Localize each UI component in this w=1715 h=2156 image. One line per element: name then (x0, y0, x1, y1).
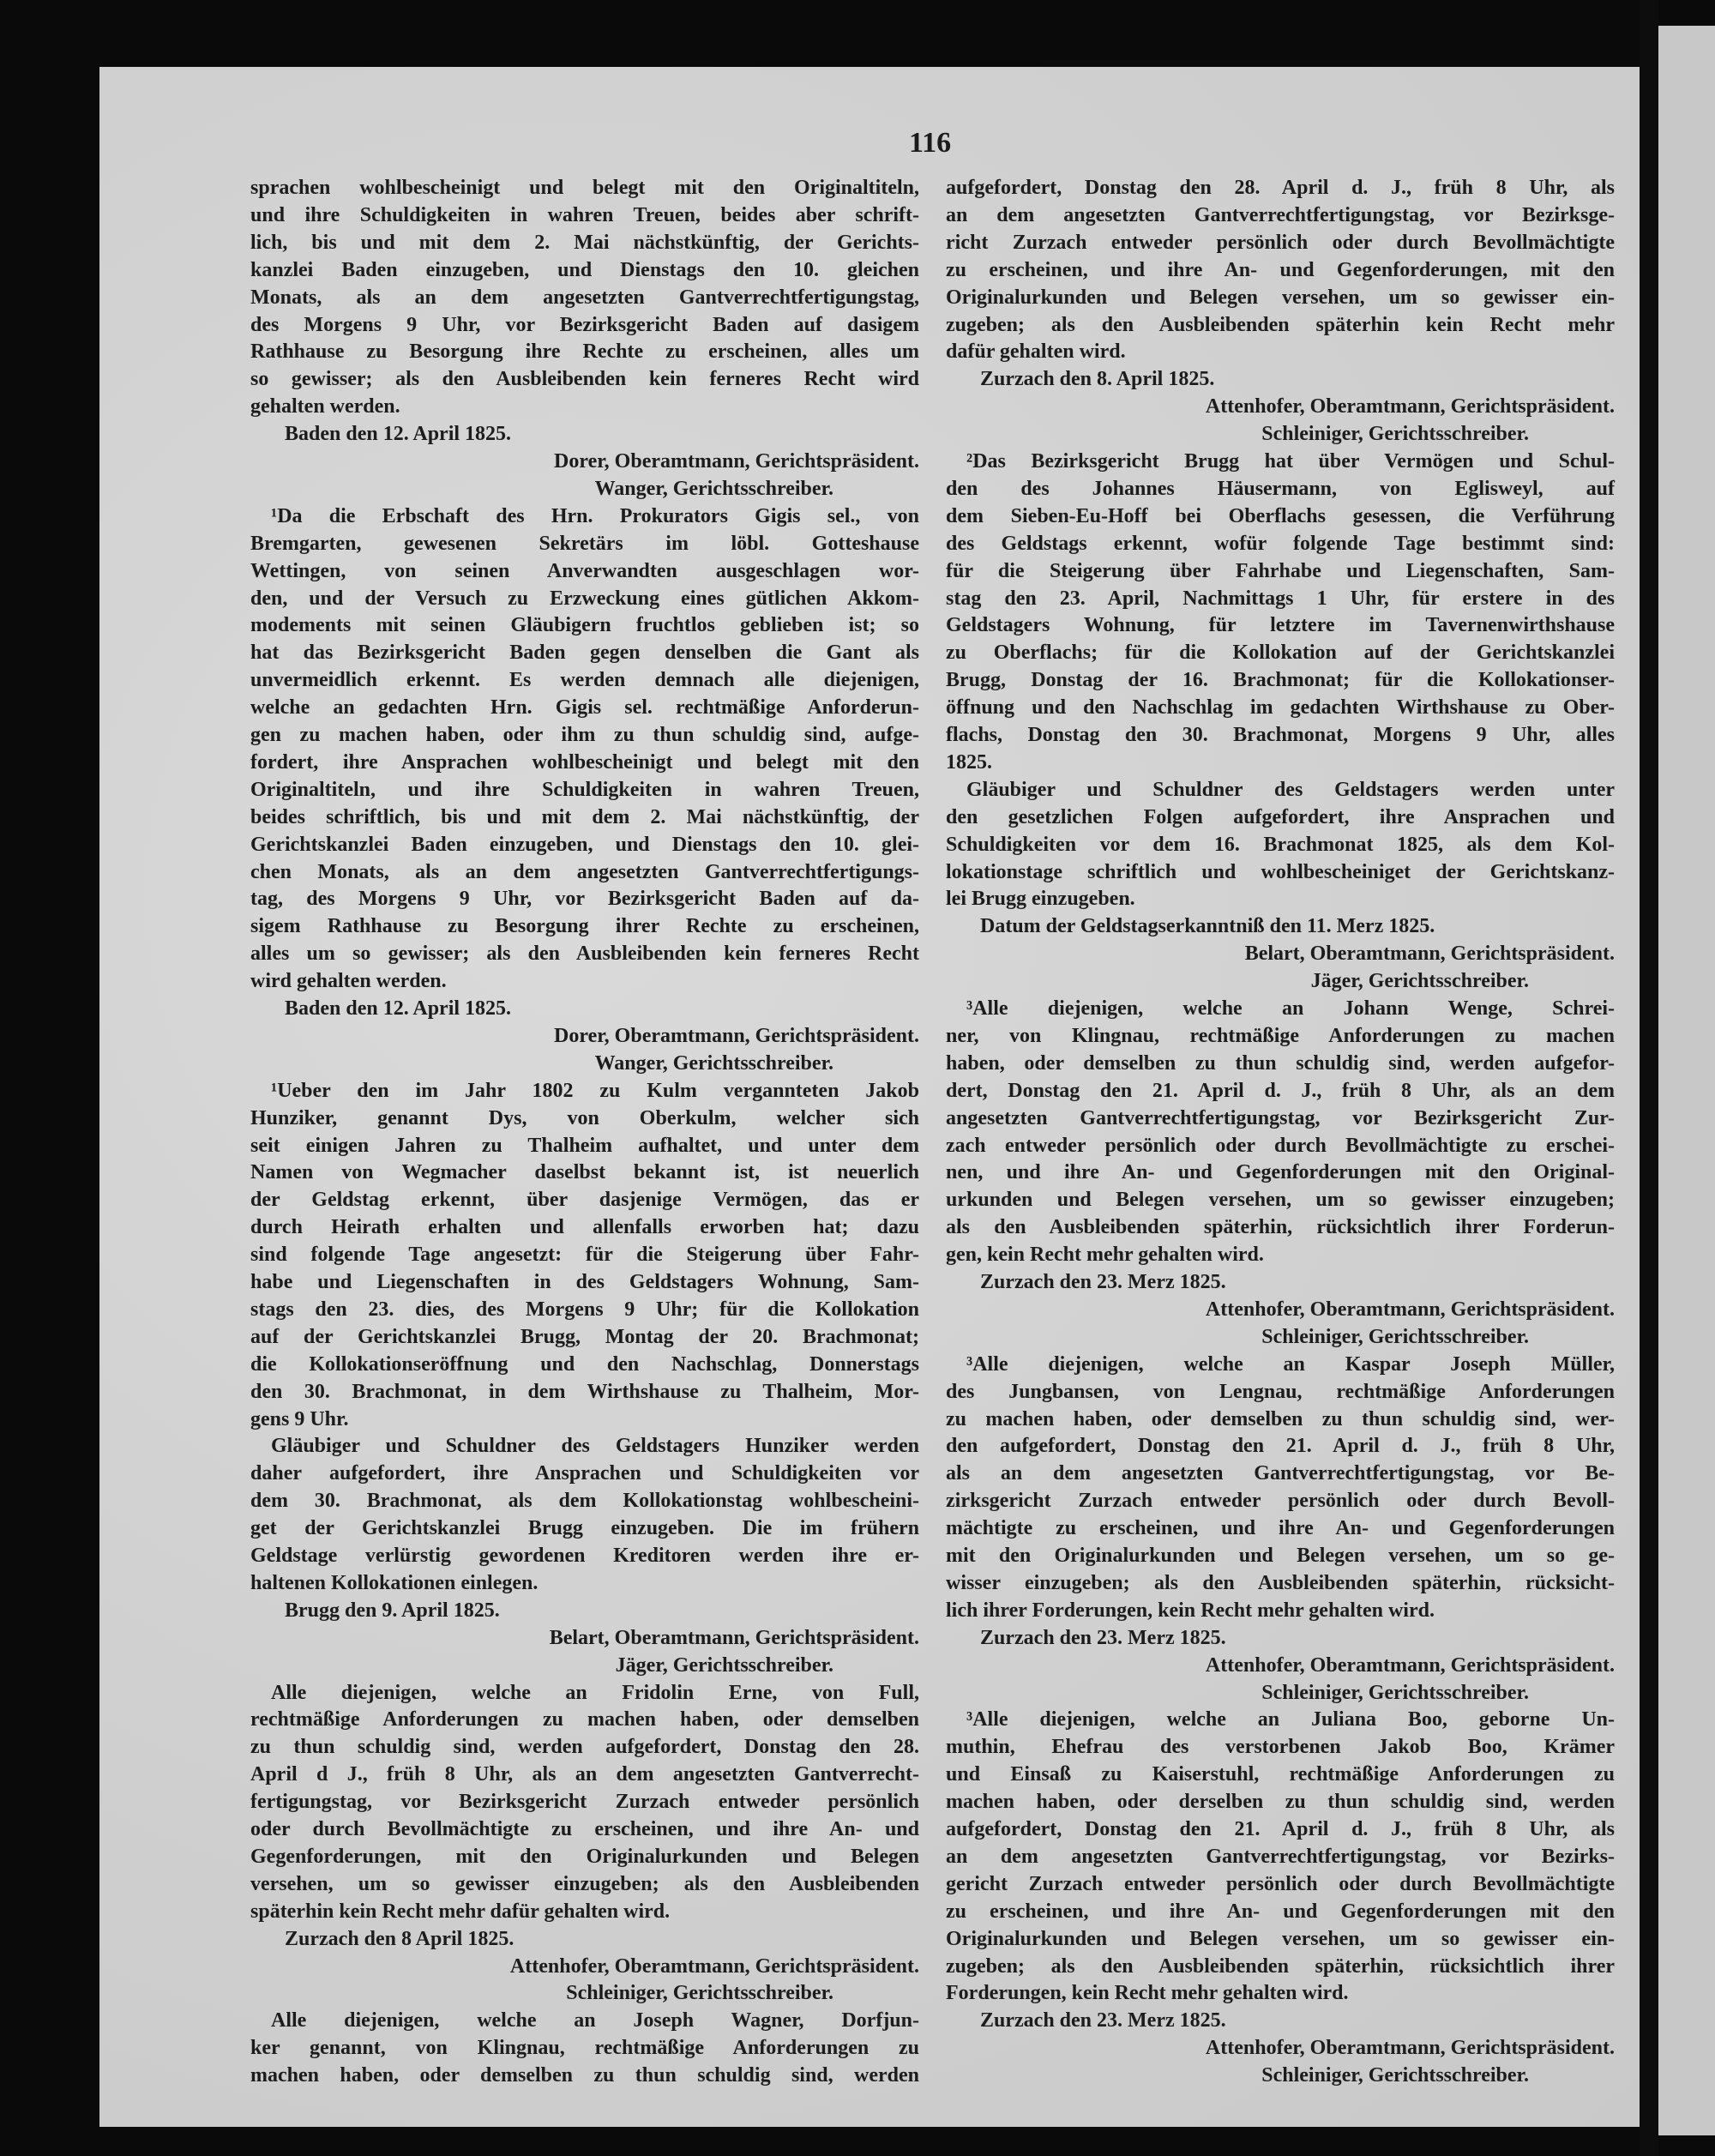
text-line: zu machen haben, oder demselben zu thun schuldig sind, wer- (946, 1407, 1615, 1430)
signature-line: Attenhofer, Oberamtmann, Gerichtspräsident. (1205, 2037, 1615, 2060)
text-line: ³Alle diejenigen, welche an Johann Wenge, Schrei- (966, 997, 1615, 1020)
text-line: alles um so gewisser; als den Ausbleibenden kein ferneres Recht (250, 942, 919, 966)
text-line: dafür gehalten wird. (946, 340, 1126, 364)
text-line: haben, oder demselben zu thun schuldig sind, werden aufgefor- (946, 1051, 1615, 1075)
dateline: Baden den 12. April 1825. (285, 423, 512, 446)
text-line: den 30. Brachmonat, in dem Wirthshause zu Thalheim, Mor- (250, 1380, 919, 1403)
text-line: sind folgende Tage angesetzt: für die Steigerung über Fahr- (250, 1244, 919, 1267)
text-line: Geldstage verlürstig gewordenen Kreditoren werden ihre er- (250, 1545, 919, 1567)
text-line: zu erscheinen, und ihre An- und Gegenforderungen mit den (946, 1900, 1615, 1923)
text-line: Brugg, Donstag der 16. Brachmonat; für die Kollokationser- (946, 669, 1615, 692)
signature-line: Schleiniger, Gerichtsschreiber. (1261, 2064, 1529, 2087)
text-line: aufgefordert, Donstag den 21. April d. J., früh 8 Uhr, als (946, 1818, 1615, 1840)
text-line: ¹Da die Erbschaft des Hrn. Prokurators Gigis sel., von (271, 504, 919, 527)
text-line: für die Steigerung über Fahrhabe und Liegenschaften, Sam- (946, 559, 1615, 582)
text-line: stags den 23. dies, des Morgens 9 Uhr; für die Kollokation (250, 1298, 919, 1321)
text-line: kanzlei Baden einzugeben, und Dienstags den 10. gleichen (250, 258, 919, 281)
text-line: ³Alle diejenigen, welche an Juliana Boo, geborne Un- (966, 1708, 1615, 1731)
text-line: April d J., früh 8 Uhr, als an dem angesetzten Gantverrecht- (250, 1763, 919, 1786)
text-line: Namen von Wegmacher daselbst bekannt ist, ist neuerlich (250, 1161, 919, 1184)
text-line: als an dem angesetzten Gantverrechtfertigungstag, vor Be- (946, 1462, 1615, 1485)
text-line: wird gehalten werden. (250, 970, 447, 993)
text-line: Alle diejenigen, welche an Fridolin Erne, von Full, (271, 1681, 919, 1704)
text-line: haltenen Kollokationen einlegen. (250, 1571, 539, 1594)
text-line: Geldstagers Wohnung, für letztere im Tavernenwirthshause (946, 614, 1615, 637)
text-line: den gesetzlichen Folgen aufgefordert, ihre Ansprachen und (946, 805, 1615, 828)
text-line: stag den 23. April, Nachmittags 1 Uhr, für erstere in des (946, 587, 1615, 610)
text-line: angesetzten Gantverrechtfertigungstag, vor Bezirksgericht Zur- (946, 1106, 1615, 1129)
signature-line: Schleiniger, Gerichtsschreiber. (1261, 423, 1529, 446)
text-line: Rathhause zu Besorgung ihre Rechte zu erscheinen, alles um (250, 340, 919, 364)
signature-line: Schleiniger, Gerichtsschreiber. (1261, 1681, 1529, 1704)
text-line: flachs, Donstag den 30. Brachmonat, Morgens 9 Uhr, alles (946, 724, 1615, 746)
text-line: Hunziker, genannt Dys, von Oberkulm, welcher sich (250, 1106, 919, 1129)
text-line: oder durch Bevollmächtigte zu erscheinen, und ihre An- und (250, 1818, 919, 1840)
text-line: lei Brugg einzugeben. (946, 888, 1135, 911)
signature-line: Attenhofer, Oberamtmann, Gerichtspräsident. (509, 1954, 919, 1978)
text-line: so gewisser; als den Ausbleibenden kein ferneres Recht wird (250, 368, 919, 391)
text-line: gens 9 Uhr. (250, 1407, 349, 1430)
text-line: ¹Ueber den im Jahr 1802 zu Kulm vergannteten Jakob (271, 1079, 919, 1102)
text-line: fertigungstag, vor Bezirksgericht Zurzach entweder persönlich (250, 1791, 919, 1814)
text-line: als den Ausbleibenden späterhin, rücksichtlich ihrer Forderun- (946, 1216, 1615, 1239)
text-line: mächtigte zu erscheinen, und ihre An- und Gegenforderungen (946, 1517, 1615, 1540)
text-line: 1825. (946, 750, 992, 774)
text-line: ker genannt, von Klingnau, rechtmäßige Anforderungen zu (250, 2037, 919, 2060)
dateline: Baden den 12. April 1825. (285, 997, 512, 1020)
text-line: Originalurkunden und Belegen versehen, um so gewisser ein- (946, 1927, 1615, 1950)
text-line: ner, von Klingnau, rechtmäßige Anforderungen zu machen (946, 1024, 1615, 1047)
text-line: Wettingen, von seinen Anverwandten ausgeschlagen wor- (250, 559, 919, 582)
signature-line: Dorer, Oberamtmann, Gerichtspräsident. (554, 1024, 919, 1047)
signature-line: Wanger, Gerichtsschreiber. (594, 477, 833, 500)
text-line: mit den Originalurkunden und Belegen versehen, um so ge- (946, 1545, 1615, 1567)
text-line: zu thun schuldig sind, werden aufgefordert, Donstag den 28. (250, 1736, 919, 1759)
text-line: Bremgarten, gewesenen Sekretärs im löbl. Gotteshause (250, 532, 919, 555)
adjacent-page-edge (1658, 26, 1715, 2135)
text-line: an dem angesetzten Gantverrechtfertigungstag, vor Bezirks- (946, 1845, 1615, 1868)
text-line: zach entweder persönlich oder durch Bevollmächtigte zu erschei- (946, 1134, 1615, 1157)
text-line: des Jungbansen, von Lengnau, rechtmäßige Anforderungen (946, 1380, 1615, 1403)
signature-line: Jäger, Gerichtsschreiber. (1310, 970, 1529, 993)
dateline: Zurzach den 23. Merz 1825. (980, 1626, 1226, 1649)
text-line: lich, bis und mit dem 2. Mai nächstkünftig, der Gerichts- (250, 231, 919, 254)
text-line: get der Gerichtskanzlei Brugg einzugeben. Die im frühern (250, 1517, 919, 1540)
dateline: Brugg den 9. April 1825. (285, 1599, 500, 1622)
signature-line: Belart, Oberamtmann, Gerichtspräsident. (549, 1626, 919, 1649)
text-line: Gegenforderungen, mit den Originalurkunden und Belegen (250, 1845, 919, 1868)
text-line: und Einsaß zu Kaiserstuhl, rechtmäßige Anforderungen zu (946, 1763, 1615, 1786)
signature-line: Wanger, Gerichtsschreiber. (594, 1051, 833, 1075)
text-line: den aufgefordert, Donstag den 21. April d. J., früh 8 Uhr, (946, 1435, 1615, 1458)
dateline: Zurzach den 23. Merz 1825. (980, 2009, 1226, 2033)
dateline: Zurzach den 23. Merz 1825. (980, 1271, 1226, 1293)
dateline: Zurzach den 8. April 1825. (980, 368, 1215, 391)
signature-line: Attenhofer, Oberamtmann, Gerichtspräsident. (1205, 395, 1615, 419)
signature-line: Jäger, Gerichtsschreiber. (615, 1653, 833, 1677)
text-line: zu Oberflachs; für die Kollokation auf der Gerichtskanzlei (946, 641, 1615, 665)
signature-line: Dorer, Oberamtmann, Gerichtspräsident. (554, 450, 919, 473)
text-line: tag, des Morgens 9 Uhr, vor Bezirksgericht Baden auf da- (250, 888, 919, 911)
text-line: Monats, als an dem angesetzten Gantverrechtfertigungstag, (250, 286, 919, 309)
text-line: Gläubiger und Schuldner des Geldstagers werden unter (966, 778, 1615, 801)
text-line: gen, kein Recht mehr gehalten wird. (946, 1244, 1264, 1267)
text-line: die Kollokationseröffnung und den Nachschlag, Donnerstags (250, 1352, 919, 1376)
text-line: unvermeidlich erkennt. Es werden demnach alle diejenigen, (250, 669, 919, 692)
text-line: Gerichtskanzlei Baden einzugeben, und Dienstags den 10. glei- (250, 833, 919, 856)
text-line: rechtmäßige Anforderungen zu machen haben, oder demselben (250, 1708, 919, 1731)
text-line: chen Monats, als an dem angesetzten Gantverrechtfertigungs- (250, 860, 919, 883)
text-line: urkunden und Belegen versehen, um so gewisser einzugeben; (946, 1189, 1615, 1212)
text-line: zirksgericht Zurzach entweder persönlich oder durch Bevoll- (946, 1490, 1615, 1513)
signature-line: Schleiniger, Gerichtsschreiber. (1261, 1325, 1529, 1348)
text-line: durch Heirath erhalten und allenfalls erworben hat; dazu (250, 1216, 919, 1239)
signature-line: Schleiniger, Gerichtsschreiber. (566, 1982, 833, 2005)
text-line: seit einigen Jahren zu Thalheim aufhaltet, und unter dem (250, 1134, 919, 1157)
text-line: den des Johannes Häusermann, von Eglisweyl, auf (946, 477, 1615, 500)
text-line: Originaltiteln, und ihre Schuldigkeiten in wahren Treuen, (250, 778, 919, 801)
text-line: machen haben, oder derselben zu thun schuldig sind, werden (946, 1791, 1615, 1814)
text-line: zugeben; als den Ausbleibenden späterhin kein Recht mehr (946, 313, 1615, 336)
text-line: Schuldigkeiten vor dem 16. Brachmonat 1825, als dem Kol- (946, 833, 1615, 856)
text-line: den, und der Versuch zu Erzweckung eines gütlichen Akkom- (250, 587, 919, 610)
text-line: muthin, Ehefrau des verstorbenen Jakob Boo, Krämer (946, 1736, 1615, 1759)
text-line: sigem Rathhause zu Besorgung ihrer Rechte zu erscheinen, (250, 915, 919, 938)
text-line: habe und Liegenschaften in des Geldstagers Wohnung, Sam- (250, 1271, 919, 1293)
text-line: nen, und ihre An- und Gegenforderungen mit den Original- (946, 1161, 1615, 1184)
signature-line: Attenhofer, Oberamtmann, Gerichtspräsident. (1205, 1653, 1615, 1677)
text-line: modements mit seinen Gläubigern fruchtlos geblieben ist; so (250, 614, 919, 637)
text-line: dem Sieben-Eu-Hoff bei Oberflachs gesessen, die Verführung (946, 504, 1615, 527)
text-line: gen zu machen haben, oder ihm zu thun schuldig sind, aufge- (250, 724, 919, 746)
signature-line: Belart, Oberamtmann, Gerichtspräsident. (1244, 942, 1615, 966)
text-line: Gläubiger und Schuldner des Geldstagers Hunziker werden (271, 1435, 919, 1458)
text-line: späterhin kein Recht mehr dafür gehalten wird. (250, 1900, 671, 1923)
dateline: Datum der Geldstagserkanntniß den 11. Merz 1825. (980, 915, 1435, 938)
text-line: des Morgens 9 Uhr, vor Bezirksgericht Baden auf dasigem (250, 313, 919, 336)
page-gutter (1640, 0, 1658, 2156)
text-line: fordert, ihre Ansprachen wohlbescheinigt und belegt mit den (250, 750, 919, 774)
text-line: lich ihrer Forderungen, kein Recht mehr gehalten wird. (946, 1599, 1435, 1622)
text-line: sprachen wohlbescheinigt und belegt mit den Originaltiteln, (250, 177, 919, 199)
text-line: wisser einzugeben; als den Ausbleibenden späterhin, rücksicht- (946, 1571, 1615, 1594)
text-line: der Geldstag erkennt, über dasjenige Vermögen, das er (250, 1189, 919, 1212)
text-line: beides schriftlich, bis und mit dem 2. Mai nächstkünftig, der (250, 805, 919, 828)
text-line: und ihre Schuldigkeiten in wahren Treuen, beides aber schrift- (250, 203, 919, 226)
text-line: zu erscheinen, und ihre An- und Gegenforderungen, mit den (946, 258, 1615, 281)
text-line: daher aufgefordert, ihre Ansprachen und Schuldigkeiten vor (250, 1462, 919, 1485)
text-line: Forderungen, kein Recht mehr gehalten wird. (946, 1982, 1349, 2005)
text-line: gehalten werden. (250, 395, 400, 419)
page-number: 116 (909, 127, 952, 159)
text-line: versehen, um so gewisser einzugeben; als den Ausbleibenden (250, 1872, 919, 1895)
text-line: hat das Bezirksgericht Baden gegen denselben die Gant als (250, 641, 919, 665)
text-line: welche an gedachten Hrn. Gigis sel. rechtmäßige Anforderun- (250, 696, 919, 720)
text-line: dem 30. Brachmonat, als dem Kollokationstag wohlbescheini- (250, 1490, 919, 1513)
text-line: an dem angesetzten Gantverrechtfertigungstag, vor Bezirksge- (946, 203, 1615, 226)
text-line: ²Das Bezirksgericht Brugg hat über Vermögen und Schul- (966, 450, 1615, 473)
text-line: lokationstage schriftlich und wohlbescheiniget der Gerichtskanz- (946, 860, 1615, 883)
text-line: machen haben, oder demselben zu thun schuldig sind, werden (250, 2064, 919, 2087)
text-line: zugeben; als den Ausbleibenden späterhin, rücksichtlich ihrer (946, 1954, 1615, 1978)
text-line: gericht Zurzach entweder persönlich oder durch Bevollmächtigte (946, 1872, 1615, 1895)
text-line: ³Alle diejenigen, welche an Kaspar Joseph Müller, (966, 1352, 1615, 1376)
dateline: Zurzach den 8 April 1825. (285, 1927, 514, 1950)
signature-line: Attenhofer, Oberamtmann, Gerichtspräsident. (1205, 1298, 1615, 1321)
text-line: auf der Gerichtskanzlei Brugg, Montag der 20. Brachmonat; (250, 1325, 919, 1348)
text-line: Alle diejenigen, welche an Joseph Wagner, Dorfjun- (271, 2009, 919, 2033)
text-line: Originalurkunden und Belegen versehen, um so gewisser ein- (946, 286, 1615, 309)
text-line: richt Zurzach entweder persönlich oder durch Bevollmächtigte (946, 231, 1615, 254)
text-line: dert, Donstag den 21. April d. J., früh 8 Uhr, als an dem (946, 1079, 1615, 1102)
text-line: des Geldstags erkennt, wofür folgende Tage bestimmt sind: (946, 532, 1615, 555)
text-line: aufgefordert, Donstag den 28. April d. J., früh 8 Uhr, als (946, 177, 1615, 199)
text-line: öffnung und den Nachschlag im gedachten Wirthshause zu Ober- (946, 696, 1615, 720)
